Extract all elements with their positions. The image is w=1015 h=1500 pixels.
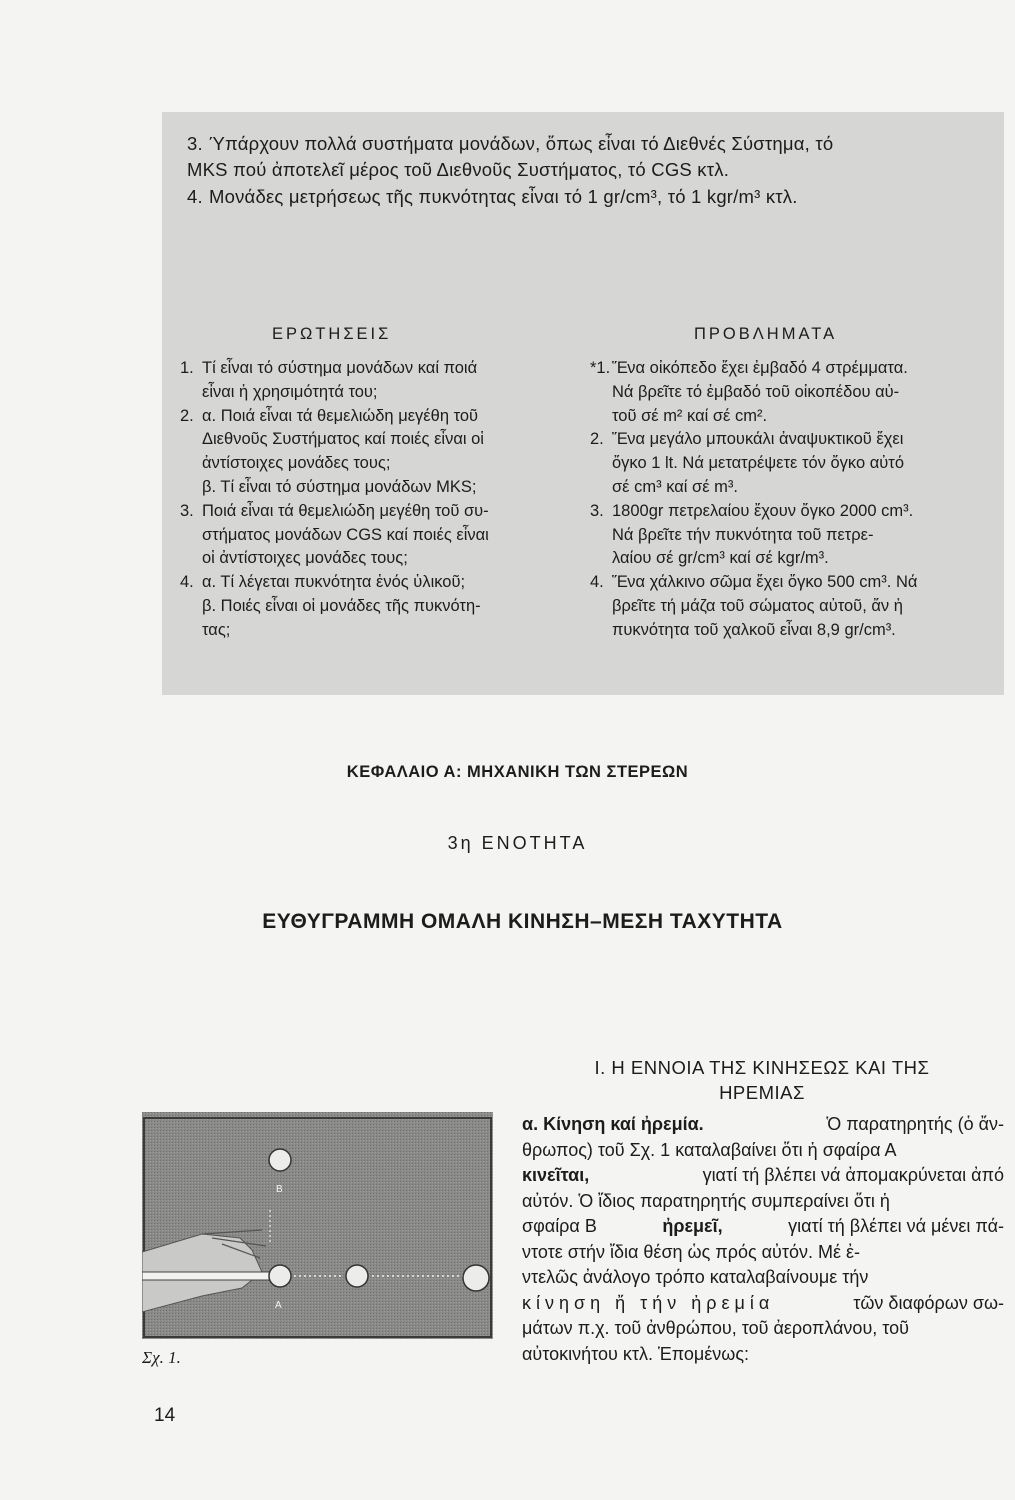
body-line: α. Κίνηση καί ἠρεμία. Ὁ παρατηρητής (ὁ ἄν- (522, 1114, 1004, 1134)
question-line: οἱ ἀντίστοιχες μονάδες τους; (202, 549, 408, 568)
body-line: ντελῶς ἀνάλογο τρόπο καταλαβαίνουμε τήν (522, 1267, 869, 1287)
label-b: Β (276, 1184, 283, 1195)
summary-note-3: 3. Ύπάρχουν πολλά συστήματα μονάδων, ὅπως εἶναι τό Διεθνές Σύστημα, τό (187, 133, 834, 154)
questions-list (180, 357, 585, 643)
figure-1 (142, 1112, 493, 1339)
question-line: 3. Ποιά εἶναι τά θεμελιώδη μεγέθη τοῦ συ- (180, 501, 489, 520)
problem-line: *1. Ἕνα οἰκόπεδο ἔχει ἐμβαδό 4 στρέμματα. (590, 359, 908, 377)
question-line: 2. α. Ποιά εἶναι τά θεμελιώδη μεγέθη τοῦ (180, 406, 479, 425)
problem-line: Νά βρεῖτε τό ἐμβαδό τοῦ οἰκοπέδου αὐ- (612, 382, 900, 401)
ball-a-middle (346, 1265, 368, 1287)
problem-line: 4. Ἕνα χάλκινο σῶμα ἔχει ὄγκο 500 cm³. Νά (590, 573, 918, 592)
body-line: θρωπος) τοῦ Σχ. 1 καταλαβαίνει ὅτι ἡ σφαίρα Α (522, 1139, 897, 1160)
question-line: Διεθνοῦς Συστήματος καί ποιές εἶναι οἱ (202, 430, 484, 449)
question-line: 4. α. Τί λέγεται πυκνότητα ἑνός ὑλικοῦ; (180, 573, 466, 592)
figure-caption: Σχ. 1. (142, 1348, 181, 1367)
cue-stick (142, 1272, 272, 1280)
question-line: 1. Τί εἶναι τό σύστημα μονάδων καί ποιά (180, 359, 478, 377)
questions-heading: ΕΡΩΤΗΣΕΙΣ (272, 325, 392, 343)
question-line: ἀντίστοιχες μονάδες τους; (202, 454, 391, 473)
billiard-illustration (142, 1112, 493, 1339)
ball-a-start (269, 1265, 291, 1287)
problems-heading: ΠΡΟΒΛΗΜΑΤΑ (694, 325, 838, 343)
problems-list (590, 357, 1000, 643)
problem-line: σέ cm³ καί σέ m³. (612, 477, 738, 496)
unit-title: 3η ΕΝΟΤΗΤΑ (447, 833, 588, 853)
problem-line: 3. 1800gr πετρελαίου ἔχουν ὄγκο 2000 cm³. (590, 501, 914, 520)
problem-line: βρεῖτε τή μάζα τοῦ σώματος αὐτοῦ, ἄν ἡ (612, 596, 903, 615)
problem-line: Νά βρεῖτε τήν πυκνότητα τοῦ πετρε- (612, 525, 874, 544)
body-line: αὐτόν. Ὁ ἴδιος παρατηρητής συμπεραίνει ὅτι ἡ (522, 1190, 890, 1211)
body-paragraph (522, 1112, 1004, 1367)
ball-a-end (463, 1265, 489, 1291)
page-number: 14 (154, 1405, 176, 1426)
problem-line: πυκνότητα τοῦ χαλκοῦ εἶναι 8,9 gr/cm³. (612, 620, 896, 639)
problem-line: λαίου σέ gr/cm³ καί σέ kgr/m³. (612, 549, 829, 568)
summary-note-3-continued: MKS πού ἀποτελεῖ μέρος τοῦ Διεθνοῦς Συστήματος, τό CGS κτλ. (187, 159, 730, 180)
table-felt (142, 1112, 493, 1339)
question-line: εἶναι ἡ χρησιμότητά του; (202, 382, 378, 401)
question-line: στήματος μονάδων CGS καί ποιές εἶναι (202, 525, 489, 544)
section-title: I. Η ΕΝΝΟΙΑ ΤΗΣ ΚΙΝΗΣΕΩΣ ΚΑΙ ΤΗΣ ΗΡΕΜΙΑΣ (594, 1057, 930, 1103)
question-line: τας; (202, 620, 231, 639)
question-line: β. Τί εἶναι τό σύστημα μονάδων MKS; (202, 477, 477, 496)
body-line: κίνηση ἤ τήν ἠρεμία τῶν διαφόρων σω- (522, 1292, 1004, 1313)
question-line: β. Ποιές εἶναι οἱ μονάδες τῆς πυκνότη- (202, 596, 481, 615)
body-line: μάτων π.χ. τοῦ ἀνθρώπου, τοῦ ἀεροπλάνου, τοῦ (522, 1318, 909, 1338)
ball-b (269, 1149, 291, 1171)
body-line: ντοτε στήν ἴδια θέση ὡς πρός αὐτόν. Μέ ἐ- (522, 1241, 861, 1262)
body-line: σφαίρα Β ἠρεμεῖ, γιατί τή βλέπει νά μένει πά- (522, 1216, 1004, 1236)
summary-note-4: 4. Μονάδες μετρήσεως τῆς πυκνότητας εἶναι τό 1 gr/cm³, τό 1 kgr/m³ κτλ. (187, 186, 798, 207)
summary-box (162, 112, 1004, 695)
chapter-title: ΚΕΦΑΛΑΙΟ Α: ΜΗΧΑΝΙΚΗ ΤΩΝ ΣΤΕΡΕΩΝ (346, 763, 689, 781)
problem-line: ὄγκο 1 lt. Νά μετατρέψετε τόν ὄγκο αὐτό (612, 454, 904, 473)
problem-line: τοῦ σέ m² καί σέ cm². (612, 406, 768, 425)
label-a: Α (275, 1300, 282, 1311)
problem-line: 2. Ἕνα μεγάλο μπουκάλι ἀναψυκτικοῦ ἔχει (590, 430, 904, 449)
body-line: κινεῖται, γιατί τή βλέπει νά ἀπομακρύνεται ἀπό (522, 1165, 1004, 1185)
body-line: αὐτοκινήτου κτλ. Ἑπομένως: (522, 1343, 750, 1364)
subject-title: ΕΥΘΥΓΡΑΜΜΗ ΟΜΑΛΗ ΚΙΝΗΣΗ–ΜΕΣΗ ΤΑΧΥΤΗΤΑ (262, 910, 783, 933)
